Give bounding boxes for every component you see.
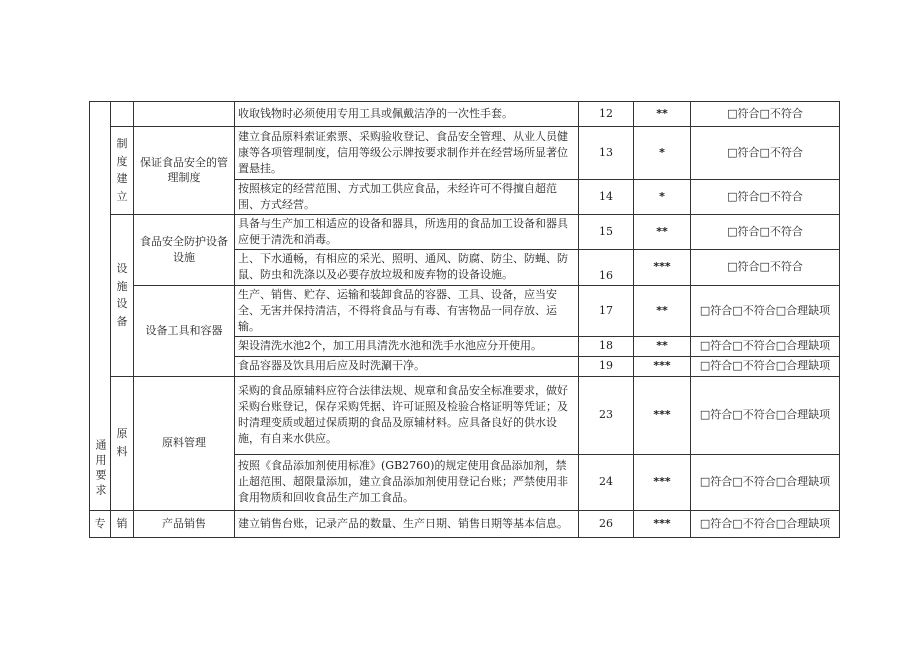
category-general: 通用要求 <box>93 438 107 499</box>
requirement-text: 收取钱物时必须使用专用工具或佩戴洁净的一次性手套。 <box>235 102 579 127</box>
importance-level: ** <box>634 336 691 356</box>
importance-level: *** <box>634 454 691 510</box>
item-number: 18 <box>579 336 634 356</box>
item-number: 17 <box>579 285 634 336</box>
item-number: 26 <box>579 510 634 537</box>
category-special: 专 <box>90 510 111 537</box>
category-xiao: 销 <box>111 510 134 537</box>
item-number: 16 <box>579 249 634 285</box>
requirement-text: 上、下水通畅，有相应的采光、照明、通风、防腐、防尘、防蝇、防鼠、防虫和洗涤以及必要存放垃圾和废弃物的设备设施。 <box>235 249 579 285</box>
importance-level: ** <box>634 102 691 127</box>
item-fanghu: 食品安全防护设备设施 <box>134 214 235 285</box>
result-checkboxes[interactable]: □符合□不符合 <box>691 249 840 285</box>
empty-cell <box>134 102 235 127</box>
result-checkboxes[interactable]: □符合□不符合 <box>691 180 840 215</box>
category-zhidu: 制度建立 <box>111 127 134 215</box>
table-row <box>90 285 840 336</box>
result-checkboxes[interactable]: □符合□不符合 <box>691 127 840 180</box>
requirement-text: 建立销售台账，记录产品的数量、生产日期、销售日期等基本信息。 <box>235 510 579 537</box>
table-row <box>90 127 840 180</box>
result-checkboxes[interactable]: □符合□不符合□合理缺项 <box>691 510 840 537</box>
result-checkboxes[interactable]: □符合□不符合 <box>691 214 840 249</box>
importance-level: ** <box>634 214 691 249</box>
importance-level: ** <box>634 285 691 336</box>
result-checkboxes[interactable]: □符合□不符合□合理缺项 <box>691 356 840 376</box>
importance-level: *** <box>634 356 691 376</box>
empty-cell <box>111 102 134 127</box>
importance-level: *** <box>634 376 691 454</box>
importance-level: * <box>634 180 691 215</box>
requirement-text: 具备与生产加工相适应的设备和器具，所选用的食品加工设备和器具应便于清洗和消毒。 <box>235 214 579 249</box>
requirement-text: 采购的食品原辅料应符合法律法规、规章和食品安全标准要求，做好采购台账登记，保存采购凭据、许可证照及检验合格证明等凭证；及时清理变质或超过保质期的食品及原辅材料。应具备良好的供水设施，有自来水供应。 <box>235 376 579 454</box>
category-sheshi: 设施设备 <box>111 214 134 376</box>
item-xiaoshou: 产品销售 <box>134 510 235 537</box>
table-row <box>90 102 840 127</box>
item-yuanliao: 原料管理 <box>134 376 235 510</box>
requirement-text: 建立食品原料索证索票、采购验收登记、食品安全管理、从业人员健康等各项管理制度，信用等级公示牌按要求制作并在经营场所显著位置悬挂。 <box>235 127 579 180</box>
requirement-text: 按照《食品添加剂使用标准》(GB2760)的规定使用食品添加剂，禁止超范围、超限量添加，建立食品添加剂使用登记台账；严禁使用非食用物质和回收食品生产加工食品。 <box>235 454 579 510</box>
table-row <box>90 376 840 454</box>
category-general-cell <box>90 102 111 511</box>
item-number: 14 <box>579 180 634 215</box>
item-number: 12 <box>579 102 634 127</box>
result-checkboxes[interactable]: □符合□不符合 <box>691 102 840 127</box>
importance-level: *** <box>634 510 691 537</box>
table-row <box>90 214 840 249</box>
requirement-text: 生产、销售、贮存、运输和装卸食品的容器、工具、设备，应当安全、无害并保持清洁，不得将食品与有毒、有害物品一同存放、运输。 <box>235 285 579 336</box>
result-checkboxes[interactable]: □符合□不符合□合理缺项 <box>691 376 840 454</box>
importance-level: *** <box>634 249 691 285</box>
requirement-text: 按照核定的经营范围、方式加工供应食品，未经许可不得擅自超范围、方式经营。 <box>235 180 579 215</box>
table-row <box>90 510 840 537</box>
item-number: 19 <box>579 356 634 376</box>
item-number: 24 <box>579 454 634 510</box>
requirement-text: 架设清洗水池2个，加工用具清洗水池和洗手水池应分开使用。 <box>235 336 579 356</box>
item-zhidu: 保证食品安全的管理制度 <box>134 127 235 215</box>
category-yuanliao: 原料 <box>111 376 134 510</box>
result-checkboxes[interactable]: □符合□不符合□合理缺项 <box>691 285 840 336</box>
item-gongju: 设备工具和容器 <box>134 285 235 376</box>
requirement-text: 食品容器及饮具用后应及时洗涮干净。 <box>235 356 579 376</box>
item-number: 23 <box>579 376 634 454</box>
item-number: 15 <box>579 214 634 249</box>
result-checkboxes[interactable]: □符合□不符合□合理缺项 <box>691 454 840 510</box>
inspection-table <box>89 101 840 538</box>
result-checkboxes[interactable]: □符合□不符合□合理缺项 <box>691 336 840 356</box>
item-number: 13 <box>579 127 634 180</box>
importance-level: * <box>634 127 691 180</box>
